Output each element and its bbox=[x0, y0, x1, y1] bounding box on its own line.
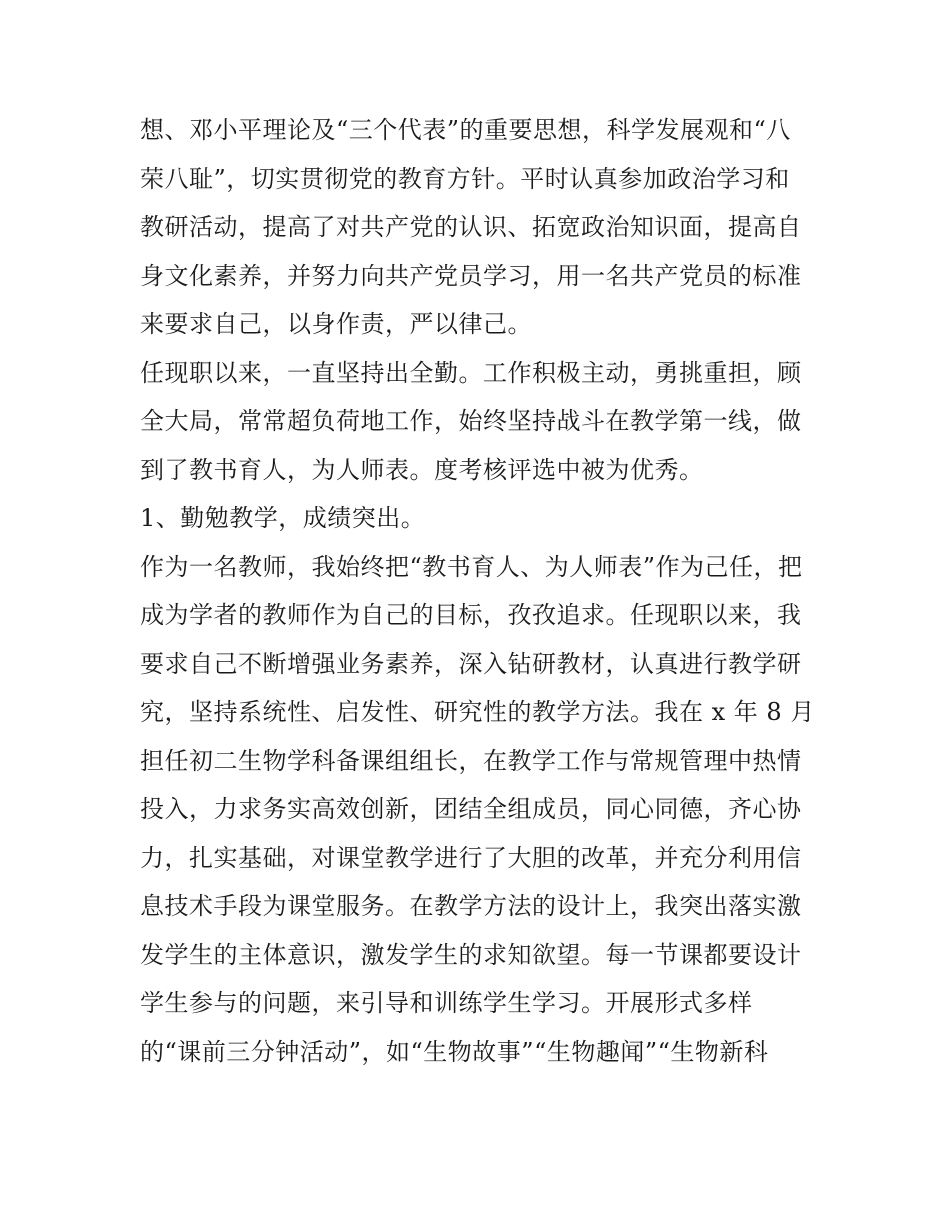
body-line: 任现职以来，一直坚持出全勤。工作积极主动，勇挑重担，顾 bbox=[140, 358, 802, 387]
body-line: 发学生的主体意识，激发学生的求知欲望。每一节课都要设计 bbox=[140, 940, 802, 969]
body-line: 到了教书育人，为人师表。度考核评选中被为优秀。 bbox=[140, 455, 704, 484]
body-line: 学生参与的问题，来引导和训练学生学习。开展形式多样 bbox=[140, 989, 753, 1017]
body-line: 身文化素养，并努力向共产党员学习，用一名共产党员的标准 bbox=[140, 261, 802, 290]
body-line: 作为一名教师，我始终把“教书育人、为人师表”作为己任，把 bbox=[140, 552, 803, 581]
body-line: 担任初二生物学科备课组组长，在教学工作与常规管理中热情 bbox=[140, 746, 802, 775]
body-line: 力，扎实基础，对课堂教学进行了大胆的改革，并充分利用信 bbox=[140, 843, 802, 872]
section-heading: 1、勤勉教学，成绩突出。 bbox=[140, 504, 426, 532]
body-line: 究，坚持系统性、启发性、研究性的教学方法。我在 x 年 8 月 bbox=[140, 698, 815, 726]
body-line: 荣八耻”，切实贯彻党的教育方针。平时认真参加政治学习和 bbox=[140, 164, 790, 193]
body-line: 全大局，常常超负荷地工作，始终坚持战斗在教学第一线，做 bbox=[140, 407, 802, 435]
body-line: 教研活动，提高了对共产党的认识、拓宽政治知识面，提高自 bbox=[140, 213, 802, 241]
document-body bbox=[140, 106, 830, 1076]
body-line: 投入，力求务实高效创新，团结全组成员，同心同德，齐心协 bbox=[140, 795, 802, 823]
body-line: 想、邓小平理论及“三个代表”的重要思想，科学发展观和“八 bbox=[140, 116, 791, 144]
body-line: 成为学者的教师作为自己的目标，孜孜追求。任现职以来，我 bbox=[140, 601, 802, 629]
body-line: 息技术手段为课堂服务。在教学方法的设计上，我突出落实激 bbox=[140, 892, 802, 920]
body-line: 来要求自己，以身作责，严以律己。 bbox=[140, 310, 532, 338]
body-line: 的“课前三分钟活动”，如“生物故事”“生物趣闻”“生物新科 bbox=[140, 1037, 769, 1066]
body-line: 要求自己不断增强业务素养，深入钻研教材，认真进行教学研 bbox=[140, 649, 802, 678]
